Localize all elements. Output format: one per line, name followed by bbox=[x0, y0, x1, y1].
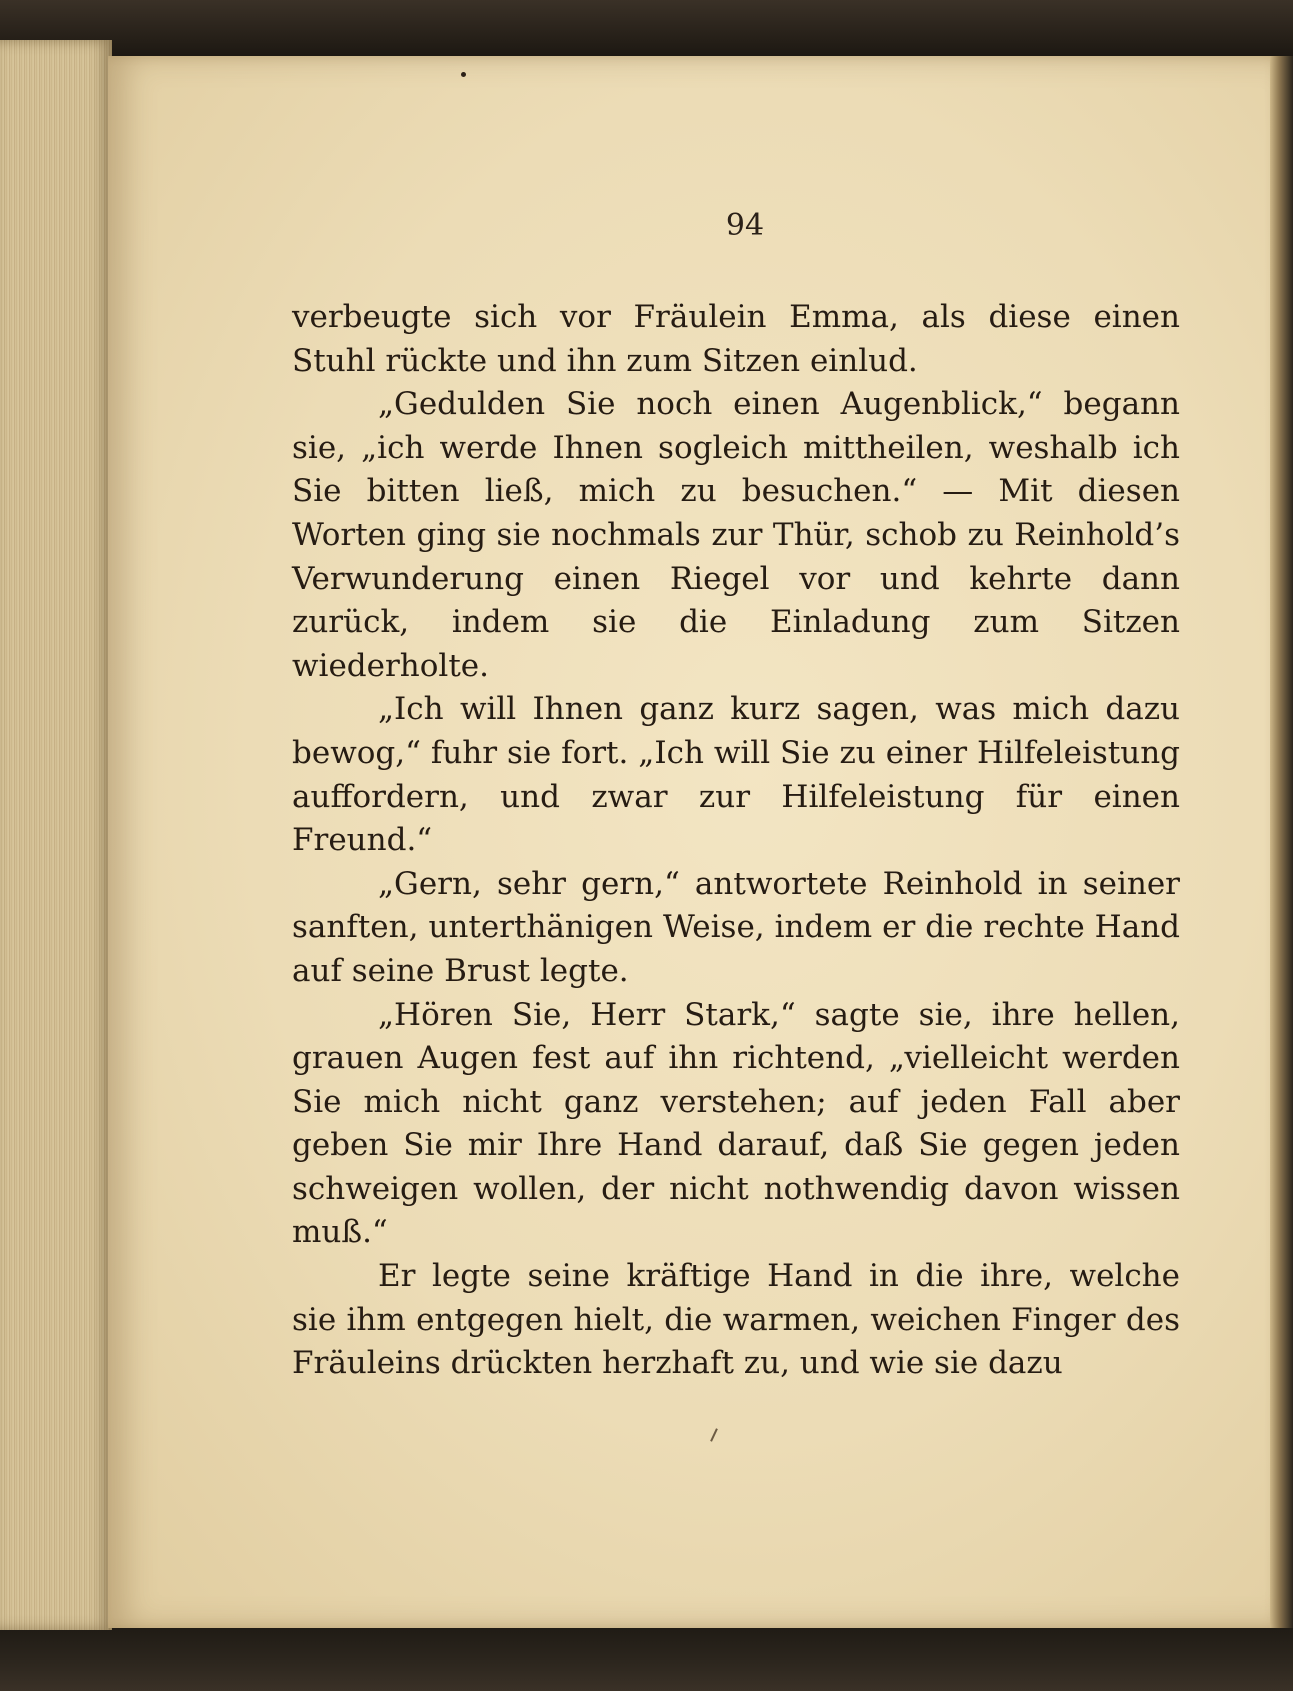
paragraph: „Gedulden Sie noch einen Augenblick,“ begann sie, „ich werde Ihnen sogleich mittheilen, weshalb ich Sie bitten ließ, mich zu besuchen.“ — Mit diesen Worten ging sie nochmals zur Thür, schob zu Reinhold’s Verwunderung einen Riegel vor und kehrte dann zurück, indem sie die Einladung zum Sitzen wiederholte. bbox=[292, 386, 1180, 684]
paragraph: „Ich will Ihnen ganz kurz sagen, was mich dazu bewog,“ fuhr sie fort. „Ich will Sie zu einer Hilfeleistung auffordern, und zwar zur Hilfeleistung für einen Freund.“ bbox=[292, 691, 1180, 859]
body-text bbox=[292, 296, 1180, 1386]
paragraph: verbeugte sich vor Fräulein Emma, als diese einen Stuhl rückte und ihn zum Sitzen einlud. bbox=[292, 299, 1180, 379]
ink-dot bbox=[461, 72, 466, 77]
page-stack-edge bbox=[0, 40, 112, 1630]
paragraph: „Gern, sehr gern,“ antwortete Reinhold in seiner sanften, unterthänigen Weise, indem er die rechte Hand auf seine Brust legte. bbox=[292, 865, 1180, 989]
paragraph: „Hören Sie, Herr Stark,“ sagte sie, ihre hellen, grauen Augen fest auf ihn richtend, „vielleicht werden Sie mich nicht ganz verstehen; auf jeden Fall aber geben Sie mir Ihre Hand darauf, daß Sie gegen jeden schweigen wollen, der nicht nothwendig davon wissen muß.“ bbox=[292, 996, 1180, 1251]
page-number: 94 bbox=[725, 208, 765, 243]
page-edge-right bbox=[1270, 56, 1293, 1628]
book-cover-top bbox=[0, 0, 1293, 60]
paragraph: Er legte seine kräftige Hand in die ihre, welche sie ihm entgegen hielt, die warmen, weichen Finger des Fräuleins drückten herzhaft zu, und wie sie dazu bbox=[292, 1258, 1180, 1382]
